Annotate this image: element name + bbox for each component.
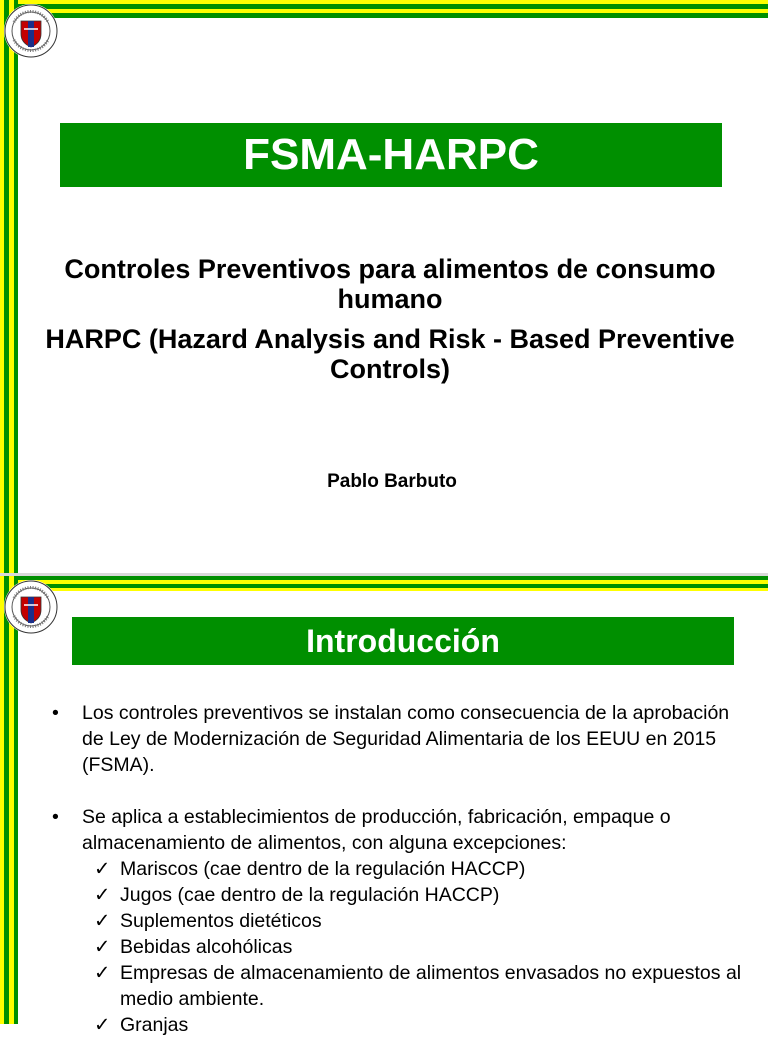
page-title: FSMA-HARPC — [60, 123, 722, 187]
bullet-item — [52, 804, 752, 1038]
list-item: ✓ Bebidas alcohólicas — [94, 936, 293, 958]
bullet-text: Los controles preventivos se instalan como consecuencia de la aprobación de Ley de Modernización de Seguridad Alimentaria de los EEUU en 2015 (FSMA). — [82, 702, 730, 776]
left-stripes — [0, 576, 20, 1024]
university-seal-logo — [4, 580, 58, 634]
slide-introduccion — [0, 576, 768, 1036]
list-item: ✓ Suplementos dietéticos — [94, 910, 322, 932]
list-item: ✓ Granjas — [94, 1014, 189, 1036]
left-stripes — [0, 0, 20, 573]
subtitle-english: HARPC (Hazard Analysis and Risk - Based Preventive Controls) — [45, 324, 735, 384]
list-item: ✓ Mariscos (cae dentro de la regulación HACCP) — [94, 858, 526, 880]
checkmark-icon: ✓ — [94, 858, 111, 880]
bullet-list — [52, 700, 752, 1064]
bullet-item — [52, 700, 752, 778]
author-name: Pablo Barbuto — [327, 471, 457, 492]
checkmark-icon: ✓ — [94, 910, 111, 932]
bullet-icon: • — [52, 702, 59, 724]
section-title: Introducción — [72, 617, 734, 665]
list-item: ✓ Jugos (cae dentro de la regulación HACCP) — [94, 884, 500, 906]
subtitle-spanish: Controles Preventivos para alimentos de consumo humano — [64, 254, 716, 314]
bullet-text: Se aplica a establecimientos de producción, fabricación, empaque o almacenamiento de alimentos, con alguna excepciones: — [82, 806, 671, 854]
checkmark-icon: ✓ — [94, 962, 111, 984]
checkmark-icon: ✓ — [94, 884, 111, 906]
checkmark-icon: ✓ — [94, 1014, 111, 1036]
exceptions-list — [82, 856, 752, 1038]
university-seal-logo — [4, 4, 58, 58]
list-item: ✓ Empresas de almacenamiento de alimentos envasados no expuestos al medio ambiente. — [94, 962, 742, 1010]
checkmark-icon: ✓ — [94, 936, 111, 958]
bullet-icon: • — [52, 806, 59, 828]
top-stripes — [0, 0, 768, 20]
top-stripes — [0, 576, 768, 596]
